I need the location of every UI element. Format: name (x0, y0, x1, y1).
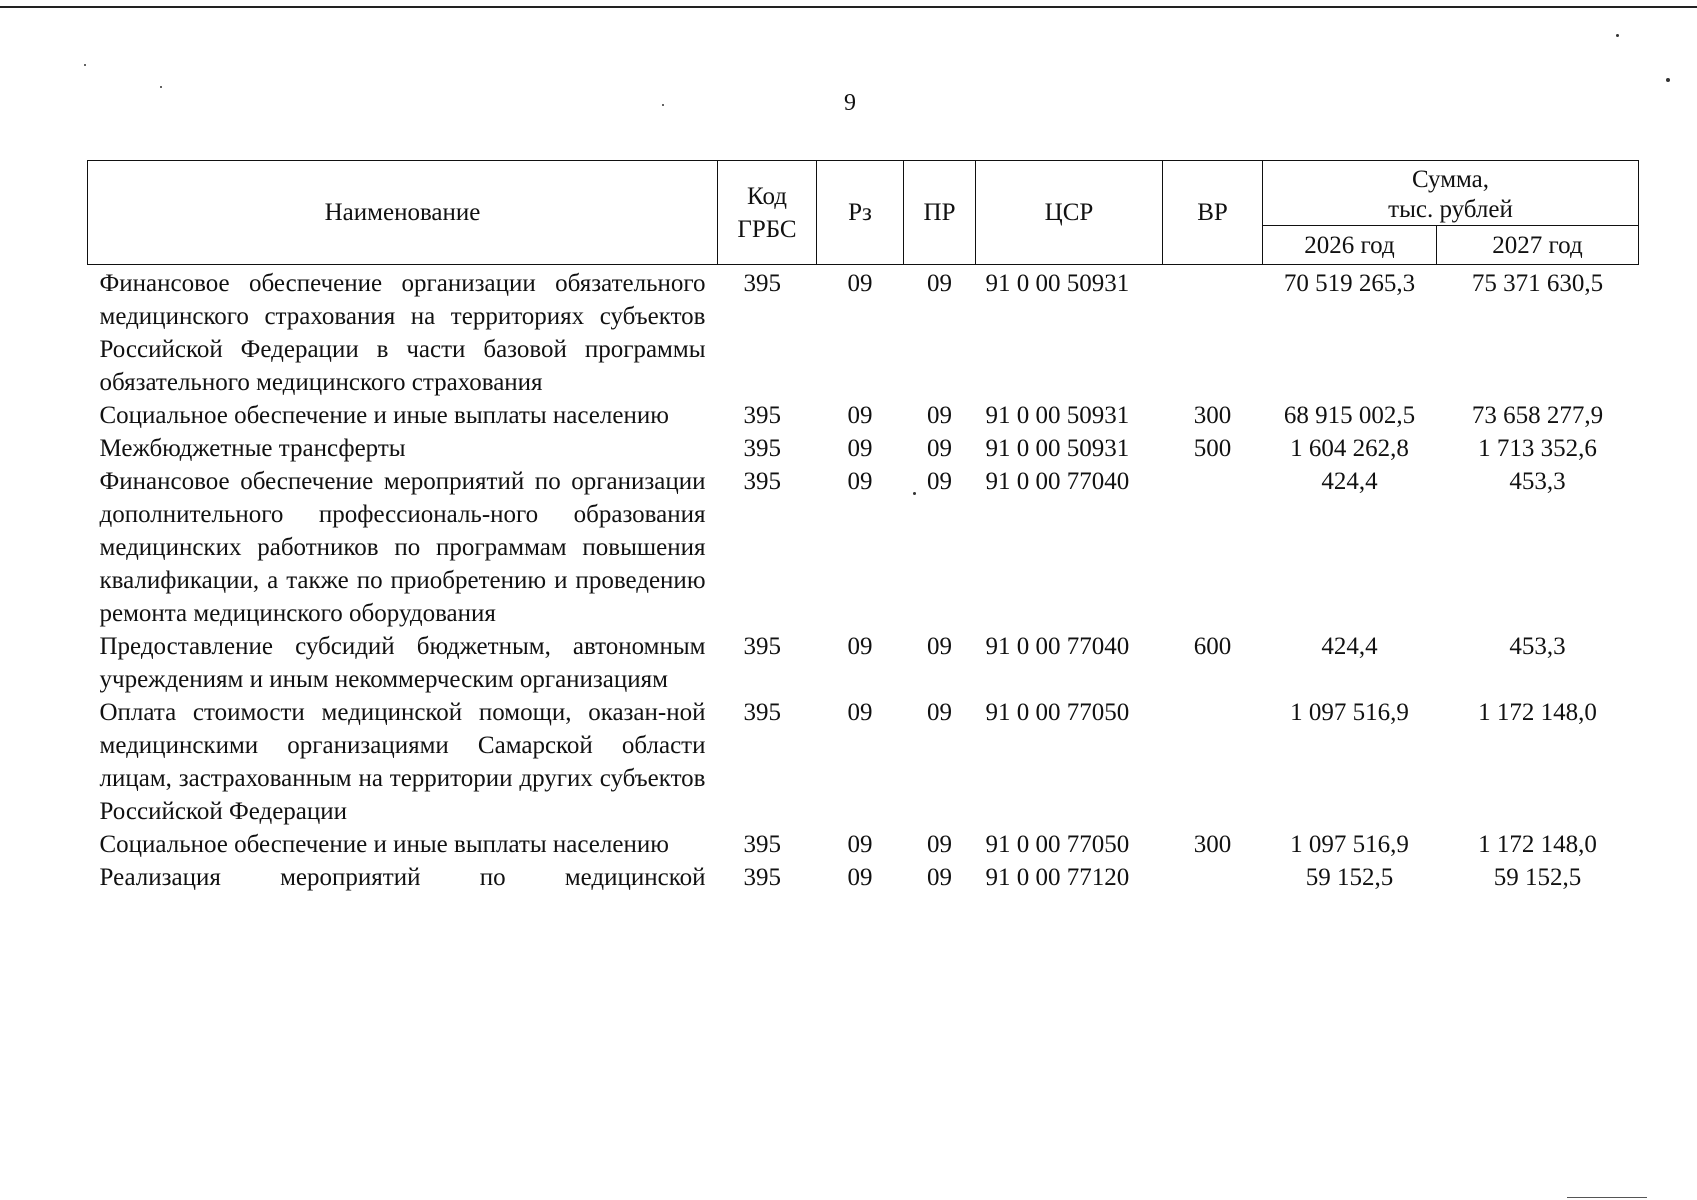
header-pr: ПР (904, 161, 976, 265)
budget-table (87, 160, 1639, 894)
header-vr: ВР (1163, 161, 1263, 265)
row-csr: 91 0 00 50931 (985, 270, 1130, 297)
row-csr: 91 0 00 50931 (985, 435, 1130, 462)
row-amount-2027: 59 152,5 (1493, 864, 1582, 891)
table-row (88, 465, 1639, 630)
header-sum (1263, 161, 1639, 226)
row-amount-2027: 1 172 148,0 (1478, 699, 1597, 726)
row-vr: 300 (1193, 402, 1232, 429)
row-pr: 09 (927, 468, 952, 495)
top-rule (0, 6, 1697, 8)
header-csr: ЦСР (976, 161, 1163, 265)
header-grbs (718, 161, 817, 265)
header-name: Наименование (88, 161, 718, 265)
row-vr: 500 (1193, 435, 1232, 462)
row-amount-2027: 453,3 (1509, 633, 1566, 660)
scan-speck (662, 104, 664, 106)
bottom-rule (1567, 1197, 1647, 1198)
table-row (88, 265, 1639, 400)
row-grbs: 395 (743, 831, 781, 858)
row-pr: 09 (927, 270, 952, 297)
page-number: 9 (844, 90, 856, 116)
row-vr (1163, 465, 1263, 630)
row-vr (1163, 265, 1263, 400)
row-name: Предоставление субсидий бюджетным, автономным учреждениям и иным некоммерческим организациям (99, 633, 706, 693)
row-csr: 91 0 00 77050 (985, 831, 1130, 858)
row-amount-2027: 453,3 (1509, 468, 1566, 495)
row-csr: 91 0 00 77050 (985, 699, 1130, 726)
row-amount-2027: 1 713 352,6 (1478, 435, 1597, 462)
row-name: Социальное обеспечение и иные выплаты населению (99, 402, 669, 429)
table-row (88, 399, 1639, 432)
row-rz: 09 (847, 270, 873, 297)
row-vr: 600 (1193, 633, 1232, 660)
row-name: Финансовое обеспечение организации обязательного медицинского страхования на территориях субъектов Российской Федерации в части базовой программы обязательного медицинского страхования (99, 270, 706, 396)
row-grbs: 395 (743, 270, 781, 297)
row-amount-2026: 1 097 516,9 (1290, 699, 1409, 726)
row-name: Оплата стоимости медицинской помощи, оказан-ной медицинскими организациями Самарской области лицам, застрахованным на территории других субъектов Российской Федерации (99, 699, 706, 825)
row-amount-2026: 1 097 516,9 (1290, 831, 1409, 858)
row-csr: 91 0 00 50931 (985, 402, 1130, 429)
row-rz: 09 (847, 699, 873, 726)
row-pr: 09 (927, 633, 952, 660)
row-amount-2026: 424,4 (1321, 633, 1378, 660)
header-year-2026: 2026 год (1263, 226, 1437, 265)
scan-speck (84, 64, 86, 66)
row-csr: 91 0 00 77040 (985, 468, 1130, 495)
row-rz: 09 (847, 402, 873, 429)
row-amount-2027: 1 172 148,0 (1478, 831, 1597, 858)
row-rz: 09 (847, 435, 873, 462)
row-name: Социальное обеспечение и иные выплаты населению (99, 831, 669, 858)
row-grbs: 395 (743, 402, 781, 429)
row-amount-2026: 59 152,5 (1305, 864, 1394, 891)
header-sum-line2: тыс. рублей (1388, 196, 1513, 223)
table-row (88, 861, 1639, 894)
row-name: Реализация мероприятий по медицинской (99, 864, 706, 891)
header-year-2027: 2027 год (1437, 226, 1639, 265)
row-grbs: 395 (743, 435, 781, 462)
scan-speck (160, 86, 162, 88)
table-row (88, 630, 1639, 696)
row-amount-2027: 73 658 277,9 (1471, 402, 1604, 429)
row-amount-2026: 1 604 262,8 (1290, 435, 1409, 462)
scan-speck (1666, 78, 1670, 82)
scan-speck (1616, 34, 1619, 37)
row-amount-2026: 424,4 (1321, 468, 1378, 495)
row-amount-2026: 68 915 002,5 (1283, 402, 1416, 429)
row-vr: 300 (1193, 831, 1232, 858)
row-csr: 91 0 00 77120 (985, 864, 1130, 891)
row-amount-2027: 75 371 630,5 (1471, 270, 1604, 297)
table-row (88, 828, 1639, 861)
row-rz: 09 (847, 468, 873, 495)
row-pr: 09 (927, 435, 952, 462)
row-grbs: 395 (743, 864, 781, 891)
row-amount-2026: 70 519 265,3 (1283, 270, 1416, 297)
header-grbs-line2: ГРБС (737, 215, 797, 243)
row-vr (1163, 696, 1263, 828)
row-grbs: 395 (743, 633, 781, 660)
header-rz: Рз (817, 161, 904, 265)
row-grbs: 395 (743, 699, 781, 726)
row-pr: 09 (927, 831, 952, 858)
row-csr: 91 0 00 77040 (985, 633, 1130, 660)
header-sum-line1: Сумма, (1411, 166, 1490, 193)
row-pr: 09 (927, 699, 952, 726)
row-name: Финансовое обеспечение мероприятий по организации дополнительного профессиональ-ного образования медицинских работников по программам повышения квалификации, а также по приобретению и проведению ремонта медицинского оборудования (99, 468, 706, 627)
table-row (88, 432, 1639, 465)
row-rz: 09 (847, 633, 873, 660)
row-grbs: 395 (743, 468, 781, 495)
table-row (88, 696, 1639, 828)
row-rz: 09 (847, 864, 873, 891)
header-grbs-line1: Код (747, 182, 787, 210)
row-pr: 09 (927, 402, 952, 429)
row-vr (1163, 861, 1263, 894)
row-name: Межбюджетные трансферты (99, 435, 406, 462)
row-rz: 09 (847, 831, 873, 858)
row-pr: 09 (927, 864, 952, 891)
